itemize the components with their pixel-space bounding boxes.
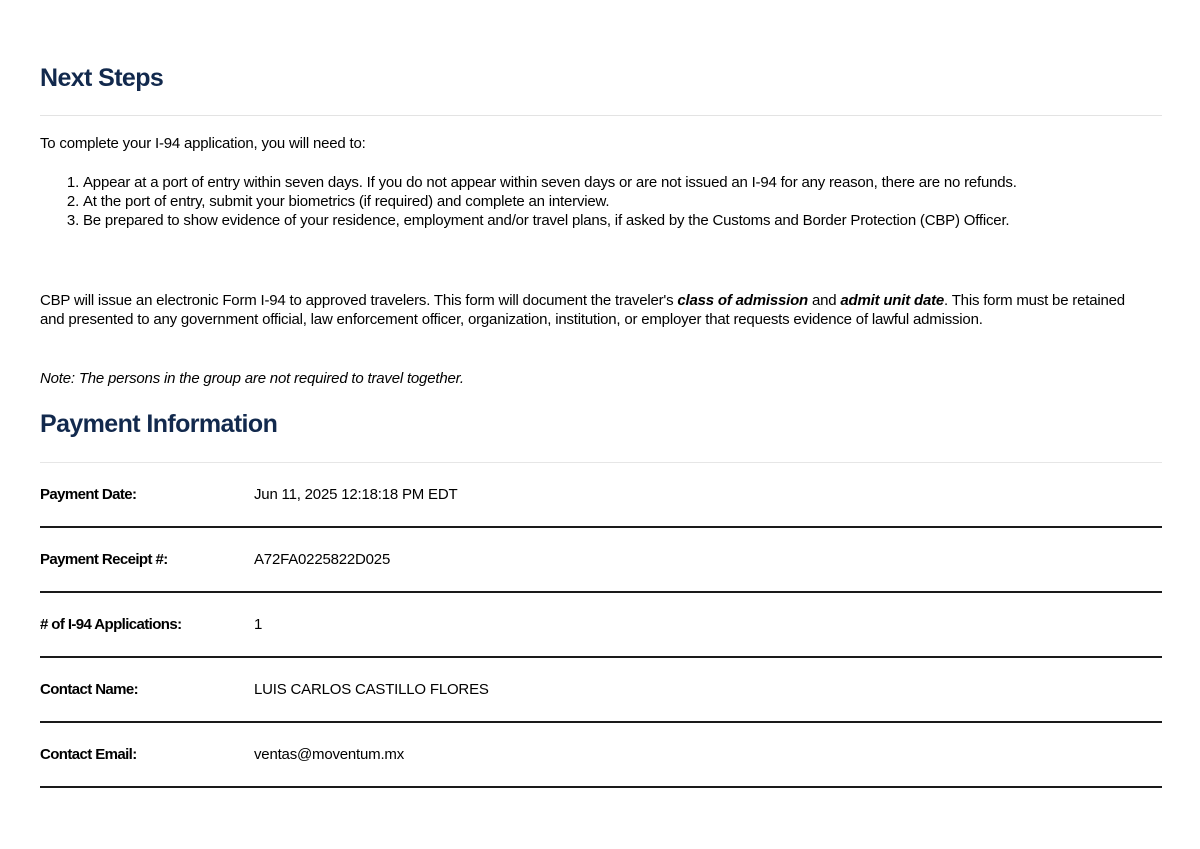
applications-count-label: # of I-94 Applications: [40,616,182,633]
section-divider [40,115,1162,116]
payment-date-label: Payment Date: [40,486,137,503]
contact-name-label: Contact Name: [40,681,139,698]
para-text: and [808,292,841,309]
para-text: . This form must be retained and presented to any government official, law enforcement officer, organization, institution, or employer that requests evidence of lawful admission. [40,292,1125,328]
payment-row [40,658,1162,723]
next-steps-heading: Next Steps [40,64,164,92]
i94-info-paragraph [40,291,1130,329]
payment-date-value: Jun 11, 2025 12:18:18 PM EDT [254,486,458,503]
contact-name-value: LUIS CARLOS CASTILLO FLORES [254,681,489,698]
payment-row [40,593,1162,658]
payment-table [40,462,1162,788]
payment-row [40,528,1162,593]
applications-count-value: 1 [254,616,263,633]
payment-receipt-label: Payment Receipt #: [40,551,168,568]
admit-unit-date-term: admit unit date [840,292,945,309]
payment-receipt-value: A72FA0225822D025 [254,551,391,568]
payment-information-heading: Payment Information [40,410,278,438]
para-text: CBP will issue an electronic Form I-94 to approved travelers. This form will document the traveler's [40,292,678,309]
class-of-admission-term: class of admission [677,292,808,309]
step-item: 3. Be prepared to show evidence of your residence, employment and/or travel plans, if asked by the Customs and Border Protection (CBP) Officer. [83,211,1173,230]
contact-email-value: ventas@moventum.mx [254,746,405,763]
step-item: 1. Appear at a port of entry within seven days. If you do not appear within seven days or are not issued an I-94 for any reason, there are no refunds. [83,173,1173,192]
group-travel-note: Note: The persons in the group are not required to travel together. [40,370,464,387]
steps-list [40,173,1173,230]
payment-row [40,462,1162,528]
step-item: 2. At the port of entry, submit your biometrics (if required) and complete an interview. [83,192,1173,211]
payment-row [40,723,1162,788]
intro-text: To complete your I-94 application, you will need to: [40,135,366,152]
contact-email-label: Contact Email: [40,746,137,763]
